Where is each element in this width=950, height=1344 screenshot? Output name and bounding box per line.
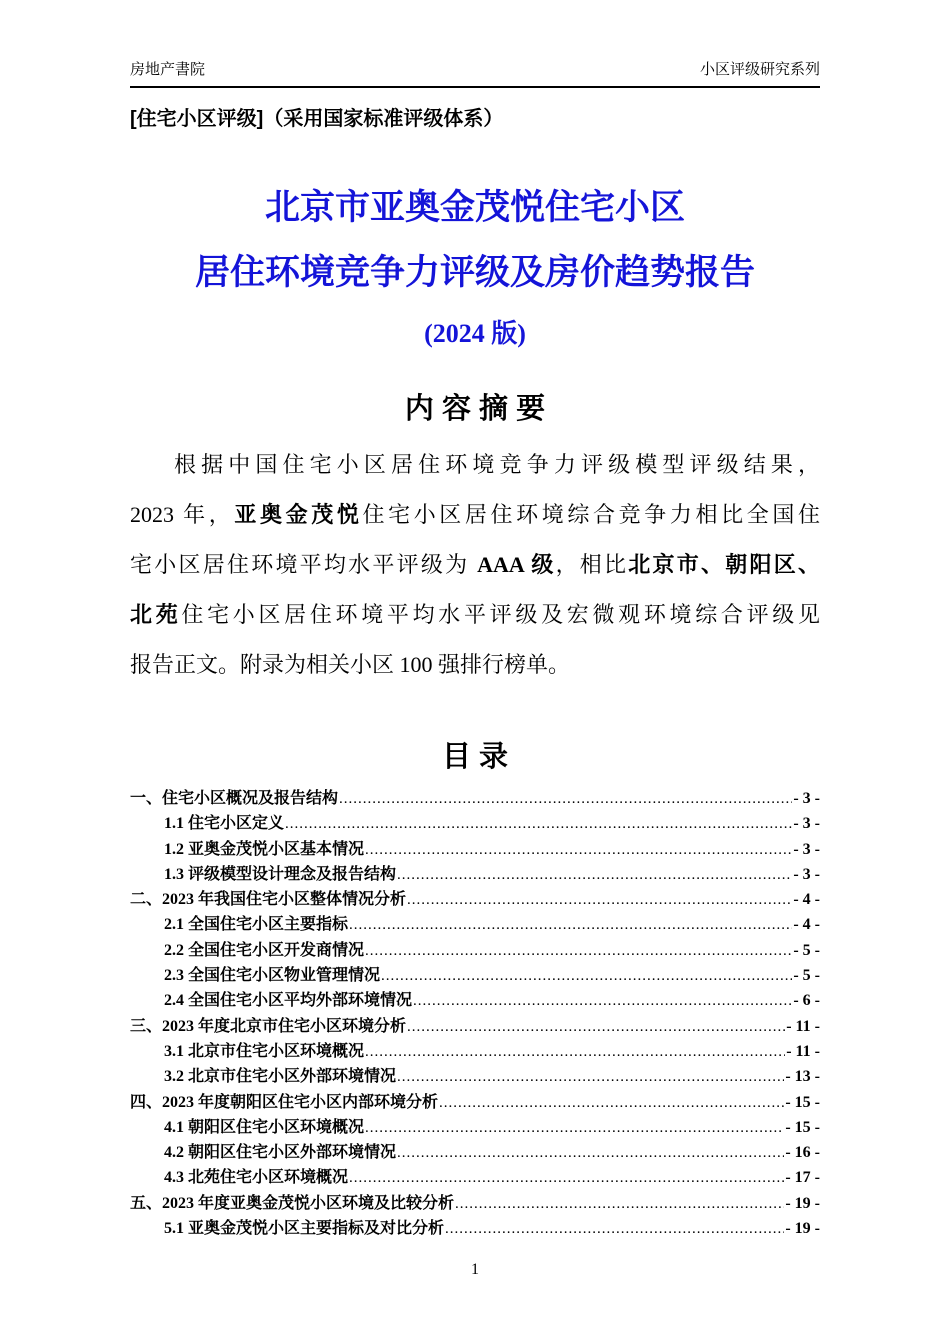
toc-entry-label: 2.2 全国住宅小区开发商情况	[164, 941, 365, 959]
toc-dotted-leader	[349, 913, 792, 938]
summary-text-segment: 报告正文。附录为相关小区 100 强排行榜单。	[130, 652, 571, 677]
summary-text-segment: 宅小区居住环境平均水平评级为	[130, 552, 478, 577]
toc-entry[interactable]	[130, 912, 820, 937]
summary-text-segment: 2023 年，	[130, 502, 235, 527]
report-title-line-2: 居住环境竞争力评级及房价趋势报告	[194, 253, 755, 292]
summary-bold-segment: 北苑	[130, 602, 182, 627]
toc-entry-label: 一、住宅小区概况及报告结构	[130, 790, 339, 807]
toc-entry[interactable]	[130, 1039, 820, 1064]
toc-page-number: - 13 -	[785, 1068, 820, 1086]
toc-entry-label: 3.2 北京市住宅小区外部环境情况	[164, 1068, 397, 1086]
toc-dotted-leader	[349, 1166, 784, 1191]
toc-page-number: - 19 -	[785, 1194, 820, 1212]
summary-bold-segment: 亚奥金茂悦	[234, 502, 363, 527]
toc-entry-label: 4.1 朝阳区住宅小区环境概况	[164, 1118, 365, 1136]
summary-line	[130, 440, 820, 490]
summary-text-segment: ，相比	[555, 552, 629, 577]
toc-page-number: - 6 -	[793, 992, 820, 1010]
toc-entry[interactable]	[130, 811, 820, 836]
toc-dotted-leader	[365, 838, 792, 863]
toc-dotted-leader	[365, 939, 792, 964]
toc-dotted-leader	[413, 989, 792, 1014]
toc-dotted-leader	[407, 1015, 785, 1040]
toc-dotted-leader	[285, 812, 792, 837]
toc-dotted-leader	[439, 1091, 784, 1116]
toc-page-number: - 11 -	[786, 1042, 820, 1060]
toc-entry[interactable]	[130, 837, 820, 862]
toc-dotted-leader	[339, 787, 792, 812]
toc-dotted-leader	[397, 1141, 784, 1166]
toc-entry-label: 2.1 全国住宅小区主要指标	[164, 916, 349, 934]
summary-line	[130, 640, 820, 690]
running-header	[130, 60, 820, 88]
summary-heading: 内 容 摘 要	[404, 393, 546, 425]
toc-entry[interactable]	[130, 1090, 820, 1115]
toc-page-number: - 3 -	[793, 840, 820, 858]
toc-entry[interactable]	[130, 963, 820, 988]
toc-page-number: - 17 -	[785, 1169, 820, 1187]
toc-dotted-leader	[397, 1065, 784, 1090]
toc-entry-label: 3.1 北京市住宅小区环境概况	[164, 1042, 365, 1060]
report-edition: (2024 版)	[424, 319, 526, 348]
toc-entry-label: 2.4 全国住宅小区平均外部环境情况	[164, 992, 413, 1010]
toc-page-number: - 3 -	[793, 815, 820, 833]
toc-entry-label: 1.3 评级模型设计理念及报告结构	[164, 865, 397, 883]
toc-page-number: - 15 -	[785, 1093, 820, 1111]
toc-dotted-leader	[455, 1192, 784, 1217]
toc-entry-label: 2.3 全国住宅小区物业管理情况	[164, 967, 381, 985]
summary-text-segment: 住宅小区居住环境平均水平评级及宏微观环境综合评级见	[181, 602, 820, 627]
toc-entry-label: 4.2 朝阳区住宅小区外部环境情况	[164, 1144, 397, 1162]
toc-entry-label: 四、2023 年度朝阳区住宅小区内部环境分析	[130, 1093, 439, 1111]
toc-entry[interactable]	[130, 1165, 820, 1190]
toc-entry[interactable]	[130, 1216, 820, 1241]
summary-line	[130, 490, 820, 540]
toc-heading: 目 录	[441, 741, 509, 773]
toc-entry[interactable]	[130, 786, 820, 811]
toc-entry[interactable]	[130, 887, 820, 912]
classification-line: [住宅小区评级]（采用国家标准评级体系）	[130, 108, 504, 130]
toc-entry[interactable]	[130, 1191, 820, 1216]
toc-entry[interactable]	[130, 1115, 820, 1140]
toc-entry[interactable]	[130, 862, 820, 887]
toc-dotted-leader	[445, 1217, 784, 1242]
toc-page-number: - 3 -	[793, 790, 820, 807]
toc-page-number: - 16 -	[785, 1144, 820, 1162]
toc-page-number: - 5 -	[793, 941, 820, 959]
toc-entry-label: 5.1 亚奥金茂悦小区主要指标及对比分析	[164, 1220, 445, 1238]
summary-text-segment: 根据中国住宅小区居住环境竞争力评级模型评级结果，	[174, 452, 820, 477]
summary-bold-segment: 北京市、朝阳区、	[628, 552, 820, 577]
toc-page-number: - 4 -	[793, 916, 820, 934]
toc-page-number: - 3 -	[793, 865, 820, 883]
toc-entry[interactable]	[130, 988, 820, 1013]
toc-page-number: - 11 -	[786, 1017, 820, 1035]
toc-entry[interactable]	[130, 1140, 820, 1165]
toc-entry-label: 五、2023 年度亚奥金茂悦小区环境及比较分析	[130, 1194, 455, 1212]
report-title-line-1: 北京市亚奥金茂悦住宅小区	[264, 188, 685, 227]
summary-line	[130, 540, 820, 590]
toc-dotted-leader	[407, 888, 792, 913]
toc-dotted-leader	[381, 964, 792, 989]
summary-text-segment: 住宅小区居住环境综合竞争力相比全国住	[362, 502, 820, 527]
toc-entry[interactable]	[130, 1014, 820, 1039]
page-number-footer: 1	[471, 1261, 479, 1278]
summary-line	[130, 590, 820, 640]
toc-dotted-leader	[365, 1040, 785, 1065]
toc-entry-label: 1.1 住宅小区定义	[164, 815, 285, 833]
toc-entry[interactable]	[130, 938, 820, 963]
header-right-text: 小区评级研究系列	[699, 61, 820, 78]
toc-entry-label: 三、2023 年度北京市住宅小区环境分析	[130, 1017, 407, 1035]
summary-bold-segment: AAA 级	[477, 552, 556, 577]
summary-paragraph	[130, 440, 820, 690]
toc-dotted-leader	[365, 1116, 784, 1141]
toc-entry-label: 二、2023 年我国住宅小区整体情况分析	[130, 891, 407, 909]
header-left-text: 房地产書院	[130, 61, 206, 78]
toc-entry-label: 1.2 亚奥金茂悦小区基本情况	[164, 840, 365, 858]
toc-page-number: - 19 -	[785, 1220, 820, 1238]
toc-page-number: - 5 -	[793, 967, 820, 985]
toc-page-number: - 15 -	[785, 1118, 820, 1136]
toc-page-number: - 4 -	[793, 891, 820, 909]
toc-list	[130, 786, 820, 1241]
toc-dotted-leader	[397, 863, 792, 888]
toc-entry-label: 4.3 北苑住宅小区环境概况	[164, 1169, 349, 1187]
toc-entry[interactable]	[130, 1064, 820, 1089]
